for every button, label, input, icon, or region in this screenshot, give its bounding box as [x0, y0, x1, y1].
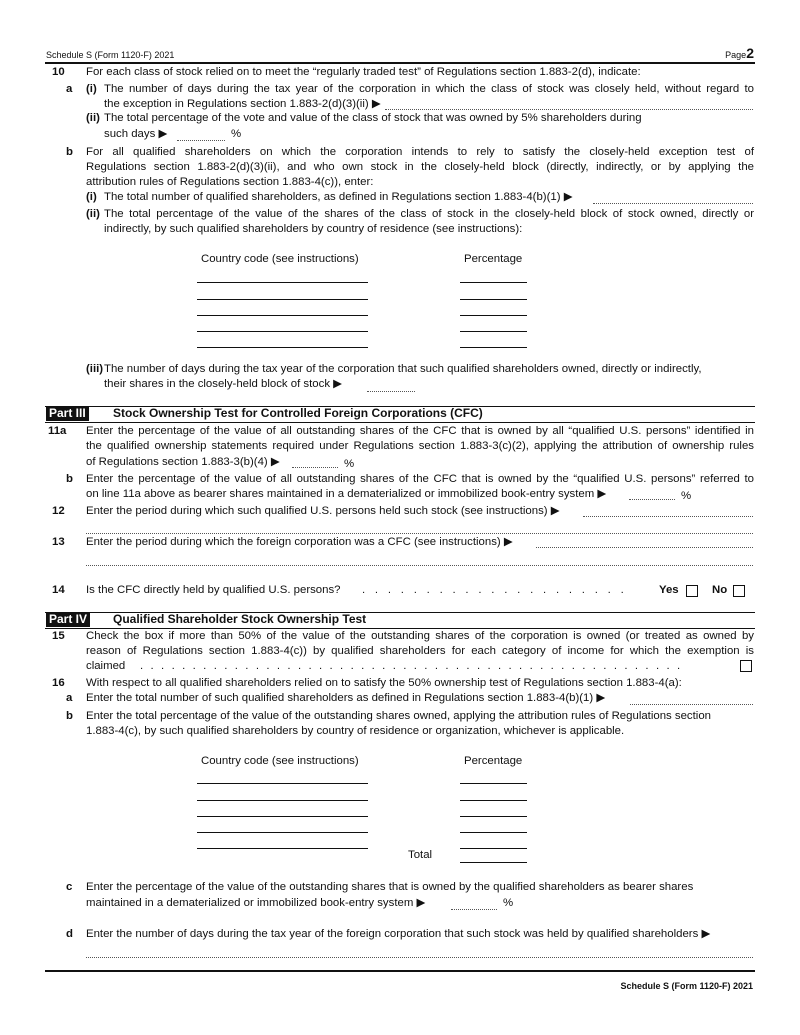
percentage-input[interactable]	[460, 832, 527, 833]
line10b-text: attribution rules of Regulations section 1.883-4(c)), enter:	[86, 176, 374, 188]
page-label: Page	[725, 50, 747, 60]
percentage-input[interactable]	[460, 848, 527, 849]
percent-sign: %	[503, 897, 514, 909]
sub-label: (ii)	[86, 112, 100, 124]
line11b-input[interactable]	[629, 499, 675, 500]
no-label: No	[712, 584, 728, 596]
line-letter: c	[66, 881, 73, 893]
col-header-percentage: Percentage	[464, 755, 523, 767]
line10ai-text: The number of days during the tax year of the corporation in which the class of stock was closely held, without regard to	[104, 83, 754, 95]
line16c-input[interactable]	[451, 909, 497, 910]
sub-label: (i)	[86, 191, 97, 203]
line-number: 11a	[48, 425, 67, 437]
line-number: 12	[52, 505, 65, 517]
sub-label: (i)	[86, 83, 97, 95]
country-input[interactable]	[197, 331, 368, 332]
line10bii-text: indirectly, by such qualified shareholders by country of residence (see instructions):	[104, 223, 523, 235]
line10b-text: For all qualified shareholders on which the corporation intends to rely to satisfy the closely-held exception test of	[86, 146, 754, 158]
line-number: 16	[52, 677, 65, 689]
country-input[interactable]	[197, 800, 368, 801]
country-input[interactable]	[197, 816, 368, 817]
form-name-footer: Schedule S (Form 1120-F) 2021	[620, 981, 753, 991]
dot-leader: . . . . . . . . . . . . . . . . . . . . .	[362, 584, 628, 596]
line11a-text: Enter the percentage of the value of all outstanding shares of the CFC that is owned by all “qualified U.S. persons” identified in	[86, 425, 754, 437]
percentage-input[interactable]	[460, 816, 527, 817]
line12-input[interactable]	[583, 516, 753, 517]
line13-text: Enter the period during which the foreign corporation was a CFC (see instructions) ▶	[86, 536, 513, 548]
line11a-input[interactable]	[292, 467, 338, 468]
line-letter: a	[66, 692, 73, 704]
percent-sign: %	[231, 128, 242, 140]
footer-rule	[45, 970, 755, 972]
yes-label: Yes	[659, 584, 679, 596]
percentage-input[interactable]	[460, 282, 527, 283]
page-number	[725, 46, 754, 62]
line12-text: Enter the period during which such qualified U.S. persons held such stock (see instructions) ▶	[86, 505, 560, 517]
col-header-country: Country code (see instructions)	[201, 253, 359, 265]
line16c-text: maintained in a dematerialized or immobilized book-entry system ▶	[86, 897, 426, 909]
line10bi-text: The total number of qualified shareholders, as defined in Regulations section 1.883-4(b)(1) ▶	[104, 191, 573, 203]
line16d-text: Enter the number of days during the tax year of the foreign corporation that such stock was held by qualified shareholders ▶	[86, 928, 711, 940]
line11a-text: of Regulations section 1.883-3(b)(4) ▶	[86, 456, 280, 468]
line-number: 15	[52, 630, 65, 642]
part-label: Part III	[46, 406, 89, 421]
line11b-text: on line 11a above as bearer shares maintained in a dematerialized or immobilized book-entry system ▶	[86, 488, 607, 500]
country-input[interactable]	[197, 848, 368, 849]
line10bi-input[interactable]	[593, 203, 753, 204]
line10biii-text: The number of days during the tax year of the corporation that such qualified shareholders owned, directly or indirectly,	[104, 363, 702, 375]
line15-checkbox[interactable]	[740, 660, 752, 672]
line-number: 13	[52, 536, 65, 548]
percentage-input[interactable]	[460, 331, 527, 332]
line16a-text: Enter the total number of such qualified shareholders as defined in Regulations section 1.883-4(b)(1) ▶	[86, 692, 606, 704]
country-input[interactable]	[197, 299, 368, 300]
line-letter: b	[66, 710, 73, 722]
percentage-input[interactable]	[460, 783, 527, 784]
country-input[interactable]	[197, 347, 368, 348]
yes-checkbox[interactable]	[686, 585, 698, 597]
percentage-input[interactable]	[460, 315, 527, 316]
line10aii-text: The total percentage of the vote and value of the class of stock that was owned by 5% shareholders during	[104, 112, 642, 124]
line10ai-text: the exception in Regulations section 1.883-2(d)(3)(ii) ▶	[104, 98, 381, 110]
part-rule	[45, 422, 755, 423]
line12-input-cont[interactable]	[86, 533, 753, 534]
line10aii-text: such days ▶	[104, 128, 168, 140]
line-letter: d	[66, 928, 73, 940]
part-title: Qualified Shareholder Stock Ownership Test	[113, 612, 367, 626]
line10-text: For each class of stock relied on to meet the “regularly traded test” of Regulations section 1.883-2(d), indicate:	[86, 66, 641, 78]
line15-text: Check the box if more than 50% of the value of the outstanding shares of the corporation is owned (or treated as owned by	[86, 630, 754, 642]
line15-text: claimed	[86, 660, 126, 672]
line-letter: a	[66, 83, 73, 95]
line10bii-text: The total percentage of the value of the shares of the class of stock in the closely-held block of stock owned, directly or	[104, 208, 754, 220]
line13-input-cont[interactable]	[86, 565, 753, 566]
line15-text: reason of Regulations section 1.883-4(c)) by qualified shareholders for each category of income for which the exemption is	[86, 645, 754, 657]
percentage-input[interactable]	[460, 800, 527, 801]
line16b-text: 1.883-4(c), by such qualified shareholders by country of residence or organization, whichever is applicable.	[86, 725, 625, 737]
part-label: Part IV	[46, 612, 90, 627]
line16b-text: Enter the total percentage of the value of the outstanding shares owned, applying the attribution rules of Regulations section	[86, 710, 711, 722]
percent-sign: %	[681, 490, 692, 502]
country-input[interactable]	[197, 282, 368, 283]
line10b-text: Regulations section 1.883-2(d)(3)(ii), and who own stock in the closely-held block (directly, indirectly, or by applying the	[86, 161, 754, 173]
line-number: 10	[52, 66, 65, 78]
line16-text: With respect to all qualified shareholders relied on to satisfy the 50% ownership test of Regulations section 1.883-4(a):	[86, 677, 682, 689]
percent-sign: %	[344, 458, 355, 470]
country-input[interactable]	[197, 315, 368, 316]
header-rule	[45, 62, 755, 64]
line10biii-text: their shares in the closely-held block of stock ▶	[104, 378, 342, 390]
total-label: Total	[408, 849, 433, 861]
line16a-input[interactable]	[630, 704, 753, 705]
line10biii-input[interactable]	[367, 391, 415, 392]
dot-leader: . . . . . . . . . . . . . . . . . . . . . . . . . . . . . . . . . . . . . . . . . . . . . . . . . . . .	[140, 660, 683, 672]
total-percentage-input[interactable]	[460, 862, 527, 863]
line14-text: Is the CFC directly held by qualified U.S. persons?	[86, 584, 341, 596]
line11b-text: Enter the percentage of the value of all outstanding shares of the CFC that is owned by the “qualified U.S. persons” referred to	[86, 473, 754, 485]
sub-label: (iii)	[86, 363, 104, 375]
line-letter: b	[66, 146, 73, 158]
line13-input[interactable]	[536, 547, 753, 548]
part-title: Stock Ownership Test for Controlled Foreign Corporations (CFC)	[113, 406, 483, 420]
line10aii-input[interactable]	[177, 140, 225, 141]
line11a-text: the qualified ownership statements required under Regulations section 1.883-3(c)(2), applying the attribution of ownership rules	[86, 440, 754, 452]
line16c-text: Enter the percentage of the value of the outstanding shares that is owned by the qualified shareholders as bearer shares	[86, 881, 694, 893]
col-header-percentage: Percentage	[464, 253, 523, 265]
line-number: 14	[52, 584, 65, 596]
page-num: 2	[746, 45, 754, 61]
sub-label: (ii)	[86, 208, 100, 220]
country-input[interactable]	[197, 783, 368, 784]
col-header-country: Country code (see instructions)	[201, 755, 359, 767]
country-input[interactable]	[197, 832, 368, 833]
percentage-input[interactable]	[460, 347, 527, 348]
form-name-header: Schedule S (Form 1120-F) 2021	[46, 50, 175, 60]
line10ai-input[interactable]	[385, 109, 753, 110]
no-checkbox[interactable]	[733, 585, 745, 597]
line-letter: b	[66, 473, 73, 485]
line16d-input[interactable]	[86, 957, 753, 958]
percentage-input[interactable]	[460, 299, 527, 300]
